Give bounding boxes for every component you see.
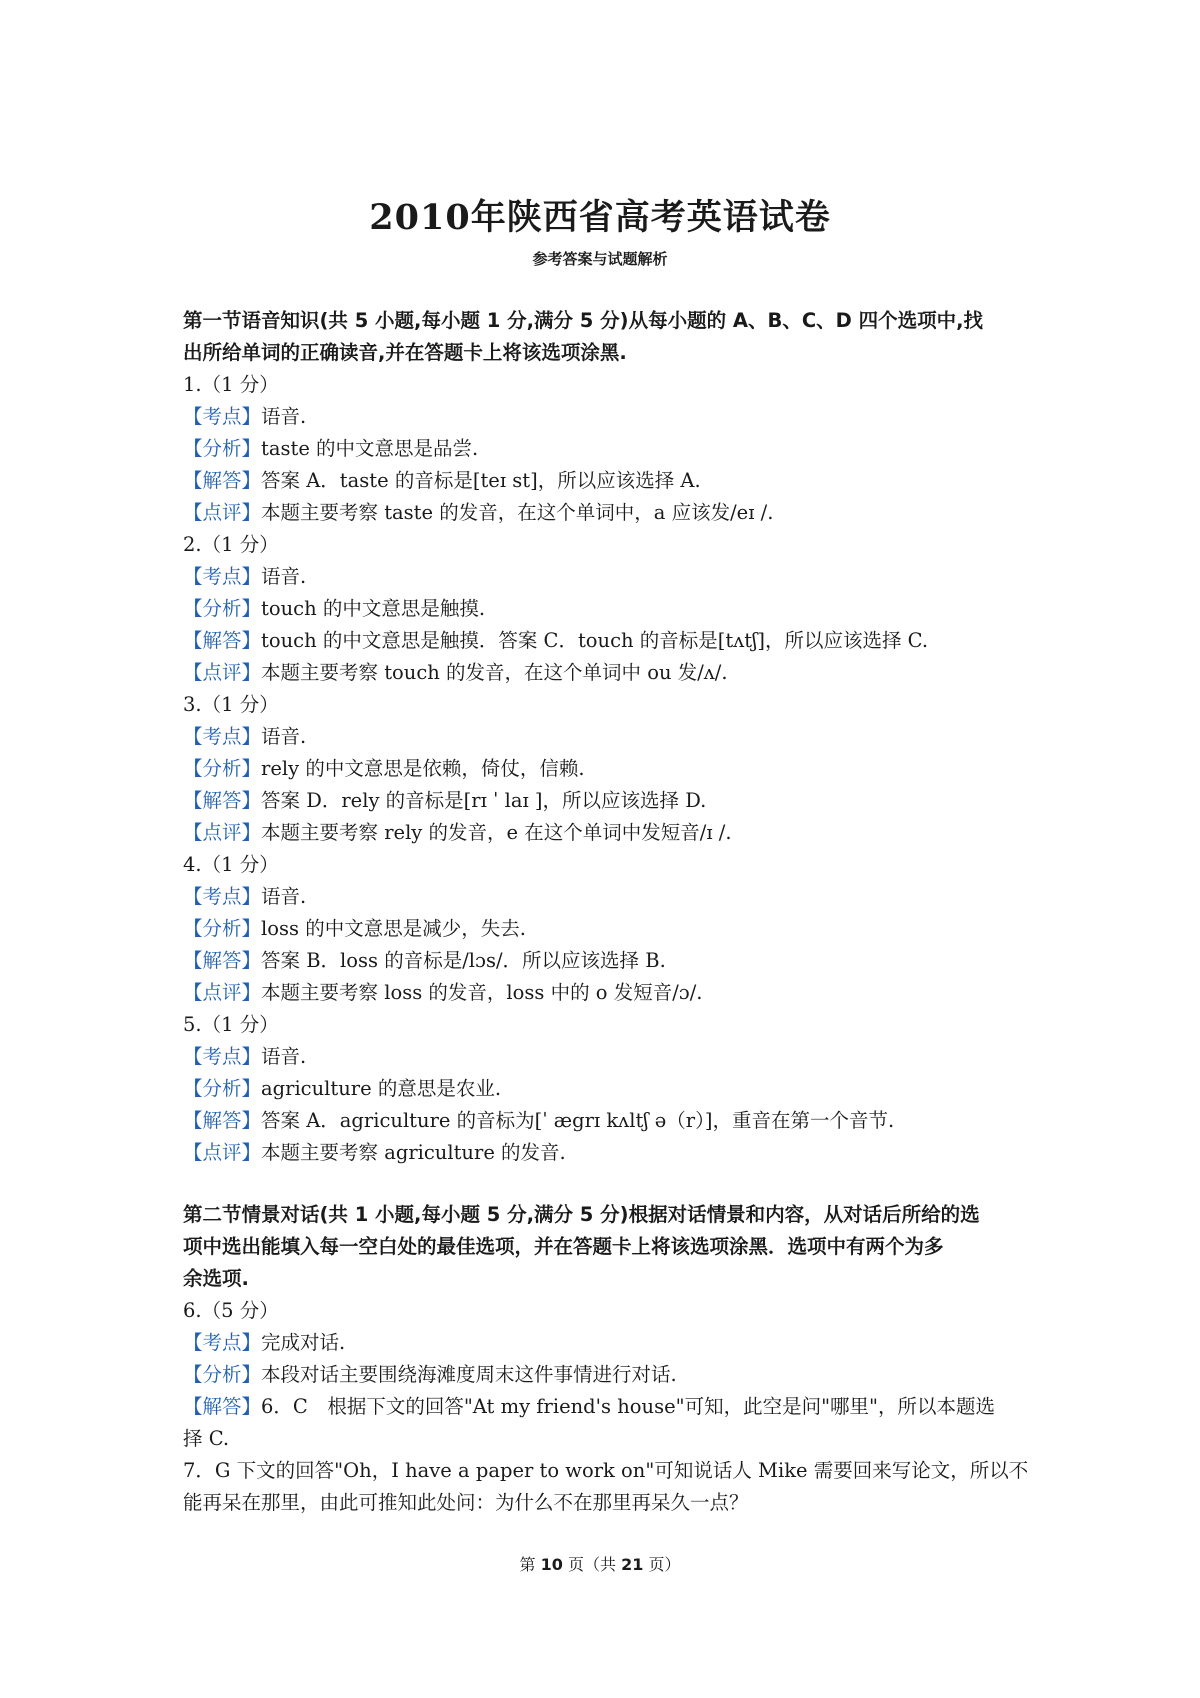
dianping-line xyxy=(183,817,1033,849)
question-number: 3.（1 分） xyxy=(183,693,279,716)
jieda-line xyxy=(183,785,1033,817)
dianping-text: 本题主要考察 rely 的发音，e 在这个单词中发短音/ɪ /. xyxy=(261,821,732,844)
question-block xyxy=(183,1009,1033,1169)
fenxi-tag: 【分析】 xyxy=(183,1077,262,1100)
jieda-tag: 【解答】 xyxy=(183,469,262,492)
question-number: 2.（1 分） xyxy=(183,533,279,556)
dianping-tag: 【点评】 xyxy=(183,661,262,684)
footer-middle: 页（共 xyxy=(567,1555,616,1574)
section1-heading-line: 第一节语音知识(共 5 小题,每小题 1 分,满分 5 分)从每小题的 A、B、C、D 四个选项中,找 xyxy=(183,309,984,332)
kaodian-text: 完成对话. xyxy=(261,1331,346,1354)
page-footer xyxy=(0,1552,1200,1575)
dianping-text: 本题主要考察 loss 的发音，loss 中的 o 发短音/ɔ/. xyxy=(261,981,703,1004)
footer-page-number: 10 xyxy=(540,1555,563,1574)
question-block xyxy=(183,1295,1033,1519)
jieda-text: 6．C 根据下文的回答"At my friend's house"可知，此空是问"哪里"，所以本题选 xyxy=(261,1395,996,1418)
kaodian-tag: 【考点】 xyxy=(183,565,262,588)
section-gap xyxy=(183,1169,1033,1199)
kaodian-text: 语音. xyxy=(261,565,307,588)
jieda-line xyxy=(183,945,1033,977)
jieda-tag: 【解答】 xyxy=(183,1109,262,1132)
kaodian-text: 语音. xyxy=(261,405,307,428)
fenxi-text: 本段对话主要围绕海滩度周末这件事情进行对话. xyxy=(261,1363,677,1386)
jieda-text: 答案 B．loss 的音标是/lɔs/．所以应该选择 B. xyxy=(261,949,666,972)
footer-total-pages: 21 xyxy=(621,1555,644,1574)
kaodian-line xyxy=(183,561,1033,593)
jieda-text: 答案 A．taste 的音标是[teɪ st]，所以应该选择 A. xyxy=(261,469,701,492)
jieda-text: 答案 D．rely 的音标是[rɪ ˈ laɪ ]，所以应该选择 D. xyxy=(261,789,707,812)
fenxi-text: loss 的中文意思是减少，失去. xyxy=(261,917,526,940)
jieda-tag: 【解答】 xyxy=(183,1395,262,1418)
jieda-tag: 【解答】 xyxy=(183,949,262,972)
dianping-tag: 【点评】 xyxy=(183,981,262,1004)
fenxi-tag: 【分析】 xyxy=(183,917,262,940)
section1-heading xyxy=(183,305,1033,369)
kaodian-text: 语音. xyxy=(261,1045,307,1068)
fenxi-text: rely 的中文意思是依赖，倚仗，信赖. xyxy=(261,757,585,780)
question-number: 6.（5 分） xyxy=(183,1299,279,1322)
dianping-line xyxy=(183,497,1033,529)
fenxi-line xyxy=(183,1073,1033,1105)
fenxi-tag: 【分析】 xyxy=(183,1363,262,1386)
dianping-line xyxy=(183,977,1033,1009)
page-subtitle: 参考答案与试题解析 xyxy=(532,250,668,268)
fenxi-line xyxy=(183,593,1033,625)
question-number: 1.（1 分） xyxy=(183,373,279,396)
jieda-continued: 择 C. xyxy=(183,1427,230,1450)
kaodian-tag: 【考点】 xyxy=(183,405,262,428)
jieda-tag: 【解答】 xyxy=(183,789,262,812)
section2-heading-line: 第二节情景对话(共 1 小题,每小题 5 分,满分 5 分)根据对话情景和内容，从对话后所给的选 xyxy=(183,1203,980,1226)
answer-7-line: 7．G 下文的回答"Oh，I have a paper to work on"可知说话人 Mike 需要回来写论文，所以不 xyxy=(183,1459,1029,1482)
jieda-line xyxy=(183,625,1033,657)
question-number: 5.（1 分） xyxy=(183,1013,279,1036)
kaodian-tag: 【考点】 xyxy=(183,885,262,908)
fenxi-text: agriculture 的意思是农业. xyxy=(261,1077,502,1100)
jieda-tag: 【解答】 xyxy=(183,629,262,652)
dianping-text: 本题主要考察 agriculture 的发音. xyxy=(261,1141,566,1164)
page-content xyxy=(183,305,1033,1519)
page-title: 2010年陕西省高考英语试卷 xyxy=(369,197,831,238)
fenxi-text: taste 的中文意思是品尝. xyxy=(261,437,479,460)
question-block xyxy=(183,369,1033,529)
jieda-text: 答案 A．agriculture 的音标为[ˈ ægrɪ kʌltʃ ə（r）]，重音在第一个音节. xyxy=(261,1109,895,1132)
jieda-text: touch 的中文意思是触摸．答案 C．touch 的音标是[tʌtʃ]，所以应该选择 C. xyxy=(261,629,929,652)
section2-heading xyxy=(183,1199,1033,1295)
dianping-line xyxy=(183,657,1033,689)
jieda-line xyxy=(183,465,1033,497)
fenxi-text: touch 的中文意思是触摸. xyxy=(261,597,486,620)
answer-7-continued: 能再呆在那里，由此可推知此处问：为什么不在那里再呆久一点？ xyxy=(183,1491,749,1514)
jieda-line xyxy=(183,1105,1033,1137)
kaodian-tag: 【考点】 xyxy=(183,1331,262,1354)
fenxi-line xyxy=(183,433,1033,465)
kaodian-line xyxy=(183,401,1033,433)
kaodian-line xyxy=(183,1041,1033,1073)
dianping-tag: 【点评】 xyxy=(183,821,262,844)
section1-heading-line: 出所给单词的正确读音,并在答题卡上将该选项涂黑. xyxy=(183,341,627,364)
question-block xyxy=(183,849,1033,1009)
kaodian-line xyxy=(183,721,1033,753)
dianping-tag: 【点评】 xyxy=(183,501,262,524)
section2-heading-line: 项中选出能填入每一空白处的最佳选项，并在答题卡上将该选项涂黑．选项中有两个为多 xyxy=(183,1235,944,1258)
kaodian-text: 语音. xyxy=(261,725,307,748)
kaodian-tag: 【考点】 xyxy=(183,1045,262,1068)
question-block xyxy=(183,689,1033,849)
footer-prefix: 第 xyxy=(519,1555,536,1574)
dianping-text: 本题主要考察 taste 的发音，在这个单词中，a 应该发/eɪ /. xyxy=(261,501,774,524)
footer-suffix: 页） xyxy=(648,1555,681,1574)
fenxi-tag: 【分析】 xyxy=(183,597,262,620)
kaodian-line xyxy=(183,881,1033,913)
dianping-line xyxy=(183,1137,1033,1169)
fenxi-line xyxy=(183,753,1033,785)
dianping-tag: 【点评】 xyxy=(183,1141,262,1164)
fenxi-line xyxy=(183,913,1033,945)
fenxi-line xyxy=(183,1359,1033,1391)
fenxi-tag: 【分析】 xyxy=(183,437,262,460)
kaodian-tag: 【考点】 xyxy=(183,725,262,748)
question-number: 4.（1 分） xyxy=(183,853,279,876)
kaodian-line xyxy=(183,1327,1033,1359)
jieda-line xyxy=(183,1391,1033,1423)
kaodian-text: 语音. xyxy=(261,885,307,908)
dianping-text: 本题主要考察 touch 的发音，在这个单词中 ou 发/ʌ/. xyxy=(261,661,728,684)
question-block xyxy=(183,529,1033,689)
section2-heading-line: 余选项. xyxy=(183,1267,249,1290)
fenxi-tag: 【分析】 xyxy=(183,757,262,780)
